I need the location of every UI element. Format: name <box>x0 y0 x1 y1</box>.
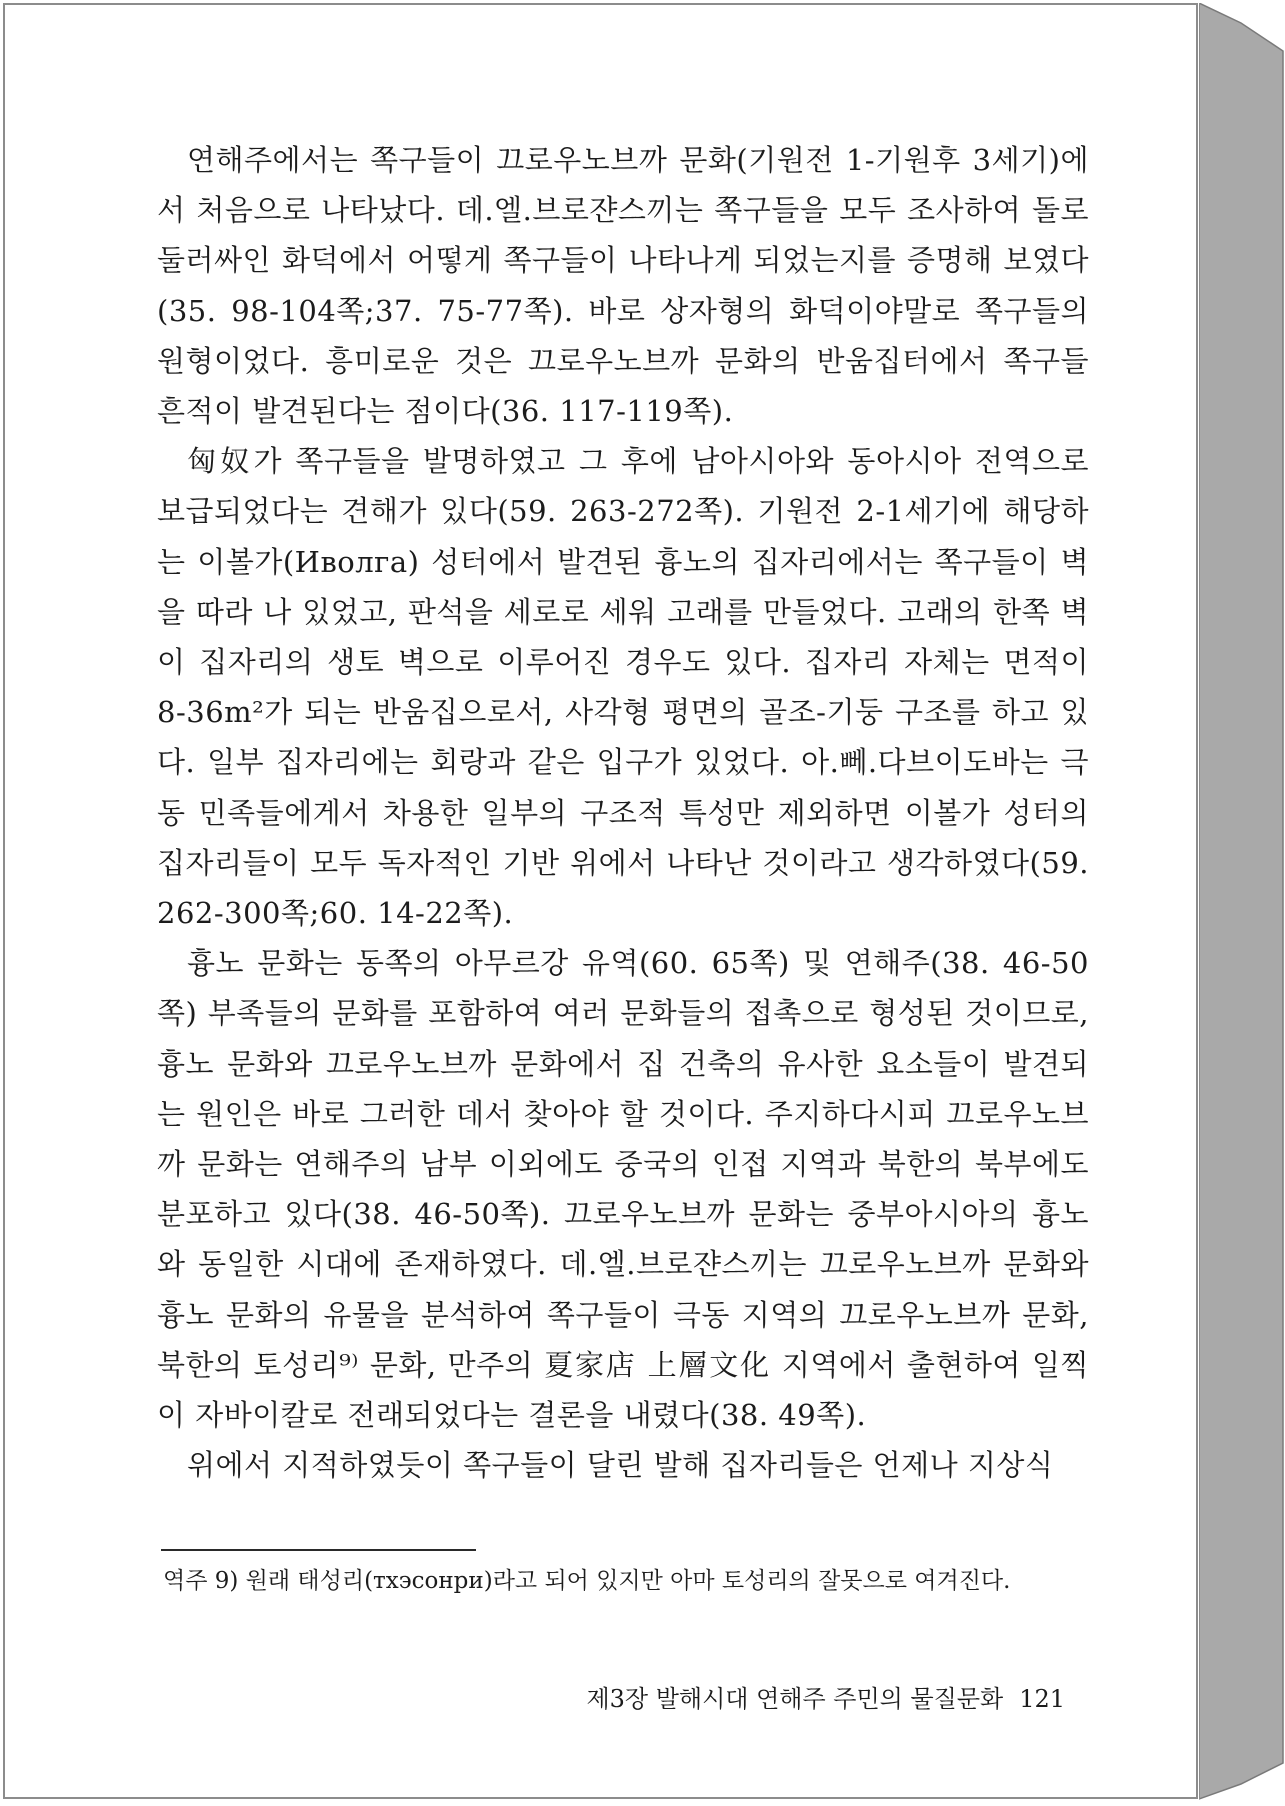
footnote: 역주 9) 원래 태성리(тхэсонри)라고 되어 있지만 아마 토성리의 잘못으로 여겨진다. <box>163 1568 1011 1594</box>
footnote-divider <box>161 1549 476 1551</box>
paragraph: 흉노 문화는 동쪽의 아무르강 유역(60. 65쪽) 및 연해주(38. 46-50쪽) 부족들의 문화를 포함하여 여러 문화들의 접촉으로 형성된 것이므로, 흉노 문화와 끄로우노브까 문화에서 집 건축의 유사한 요소들이 발견되는 원인은 바로 그러한 데서 찾아야 할 것이다. 주지하다시피 끄로우노브까 문화는 연해주의 남부 이외에도 중국의 인접 지역과 북한의 북부에도 분포하고 있다(38. 46-50쪽). 끄로우노브까 문화는 중부아시아의 흉노와 동일한 시대에 존재하였다. 데.엘.브로쟌스끼는 끄로우노브까 문화와 흉노 문화의 유물을 분석하여 쪽구들이 극동 지역의 끄로우노브까 문화, 북한의 토성리⁹⁾ 문화, 만주의 夏家店 上層文化 지역에서 출현하여 일찍이 자바이칼로 전래되었다는 결론을 내렸다(38. 49쪽). <box>157 946 1089 1433</box>
chapter-title: 제3장 발해시대 연해주 주민의 물질문화 <box>586 1685 1004 1713</box>
body-text <box>157 135 1089 1490</box>
paragraph: 연해주에서는 쪽구들이 끄로우노브까 문화(기원전 1-기원후 3세기)에서 처음으로 나타났다. 데.엘.브로쟌스끼는 쪽구들을 모두 조사하여 돌로 둘러싸인 화덕에서 어떻게 쪽구들이 나타나게 되었는지를 증명해 보였다(35. 98-104쪽;37. 75-77쪽). 바로 상자형의 화덕이야말로 쪽구들의 원형이었다. 흥미로운 것은 끄로우노브까 문화의 반움집터에서 쪽구들 흔적이 발견된다는 점이다(36. 117-119쪽). <box>157 143 1089 429</box>
paragraph: 匈奴가 쪽구들을 발명하였고 그 후에 남아시아와 동아시아 전역으로 보급되었다는 견해가 있다(59. 263-272쪽). 기원전 2-1세기에 해당하는 이볼가(Иволга) 성터에서 발견된 흉노의 집자리에서는 쪽구들이 벽을 따라 나 있었고, 판석을 세로로 세워 고래를 만들었다. 고래의 한쪽 벽이 집자리의 생토 벽으로 이루어진 경우도 있다. 집자리 자체는 면적이 8-36m²가 되는 반움집으로서, 사각형 평면의 골조-기둥 구조를 하고 있다. 일부 집자리에는 회랑과 같은 입구가 있었다. 아.뻬.다브이도바는 극동 민족들에게서 차용한 일부의 구조적 특성만 제외하면 이볼가 성터의 집자리들이 모두 독자적인 기반 위에서 나타난 것이라고 생각하였다(59. 262-300쪽;60. 14-22쪽). <box>157 444 1089 931</box>
page-edge-shape <box>1199 3 1285 1805</box>
running-footer <box>565 1681 1065 1717</box>
page-number: 121 <box>1019 1685 1065 1713</box>
book-page <box>3 3 1198 1799</box>
paragraph: 위에서 지적하였듯이 쪽구들이 달린 발해 집자리들은 언제나 지상식 <box>187 1448 1054 1483</box>
